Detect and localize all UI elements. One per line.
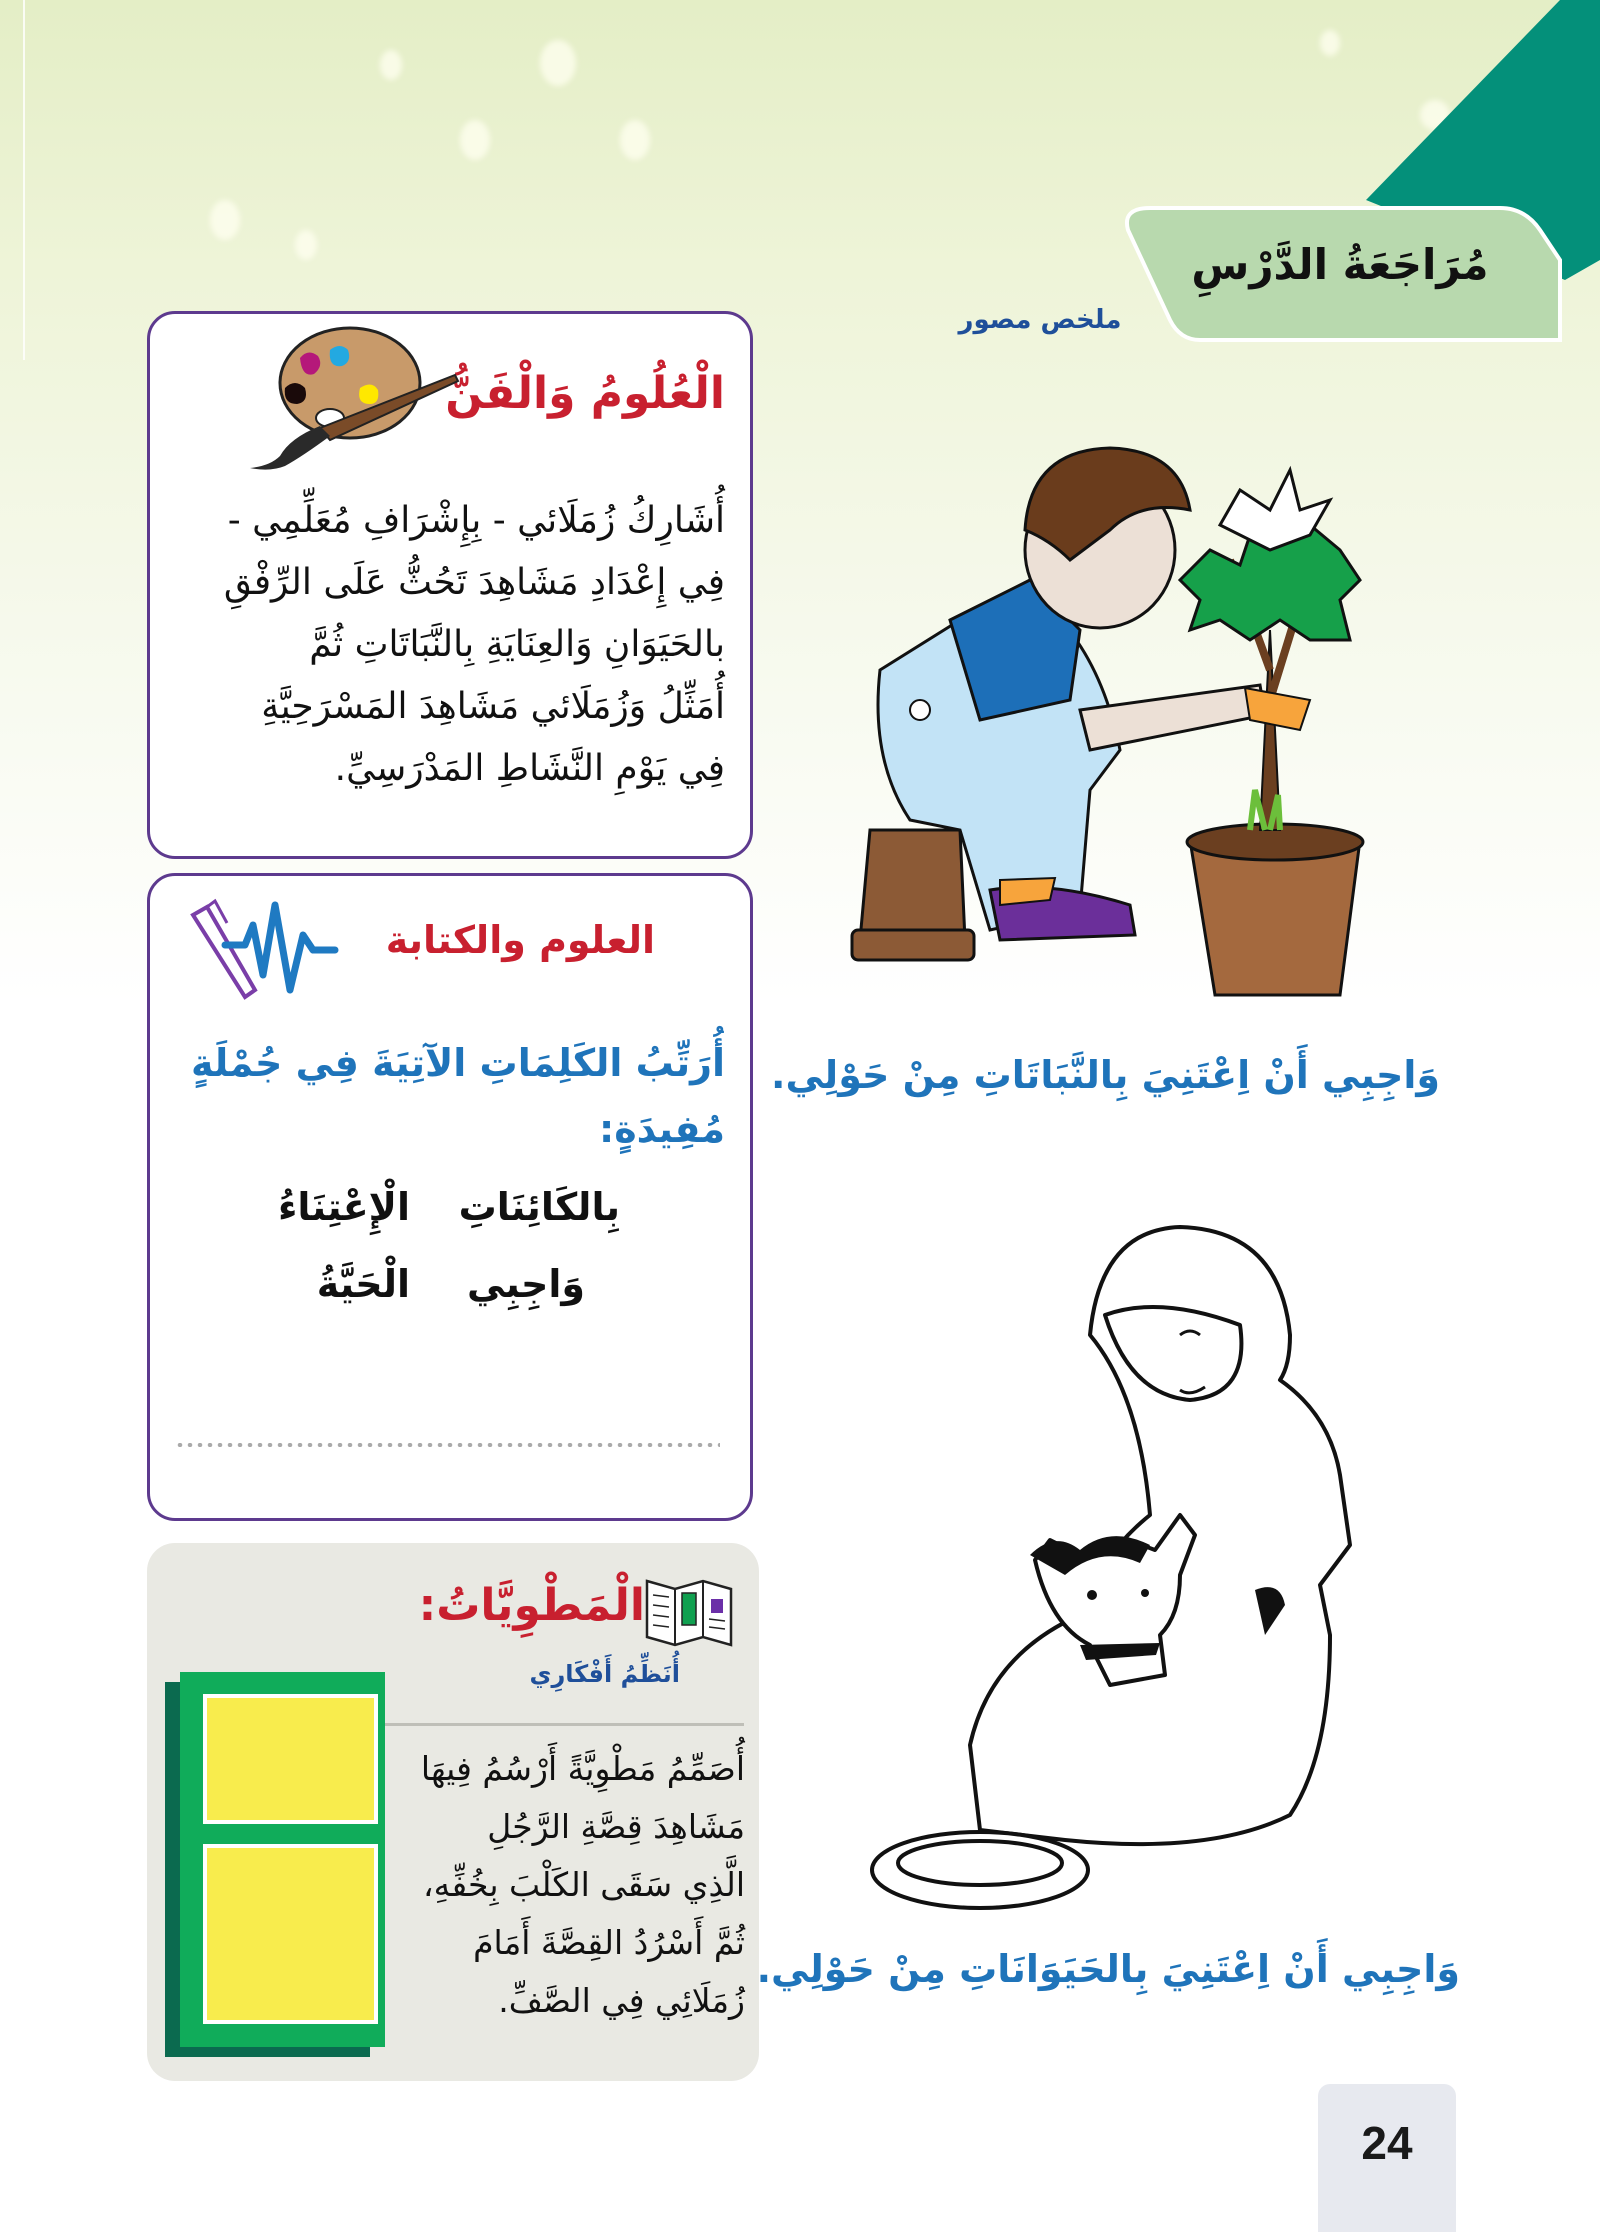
science-art-paragraph [180, 490, 725, 800]
word-item: بِالكَائِنَاتِ [458, 1185, 620, 1229]
girl-holding-cat-illustration [860, 1215, 1360, 1935]
paragraph-line: زُمَلَائِي فِي الصَّفِّ. [498, 1981, 745, 2020]
science-writing-title: العلوم والكتابة [385, 918, 655, 962]
paragraph-line: ثُمَّ أَسْرُدُ القِصَّةَ أَمَامَ [473, 1923, 745, 1962]
paragraph-line: الَّذِي سَقَى الكَلْبَ بِخُفِّهِ، [423, 1865, 745, 1904]
word-item: وَاجِبِي [467, 1262, 585, 1306]
page-title: مُرَاجَعَةُ الدَّرْسِ [1191, 240, 1489, 289]
foldables-paragraph [395, 1740, 745, 2030]
word-item: الْإِعْتِنَاءُ [278, 1185, 410, 1229]
paragraph-line: أُصَمِّمُ مَطْوِيَّةً أَرْسُمُ فِيهَا [420, 1749, 745, 1788]
paragraph-line: أُشَارِكُ زُمَلَائي - بِإِشْرَافِ مُعَلِّمِي - [227, 500, 725, 541]
science-art-title: الْعُلُومُ وَالْفَنُّ [445, 368, 725, 419]
paragraph-line: أُمَثِّلُ وَزُمَلَائي مَشَاهِدَ المَسْرَحِيَّةِ [261, 686, 725, 727]
foldable-diagram [160, 1670, 400, 2070]
paragraph-line: بالحَيَوَانِ وَالعِنَايَةِ بِالنَّبَاتَاتِ ثُمَّ [309, 624, 725, 665]
page-number-tab [1318, 2084, 1456, 2232]
pen-heartbeat-icon [185, 895, 345, 1005]
palette-icon [230, 318, 460, 478]
foldables-subtitle: أُنَظِّمُ أَفْكَارِي [529, 1660, 680, 1688]
divider [376, 1723, 744, 1726]
boy-caring-plant-illustration [850, 430, 1380, 1010]
plant-caption: وَاجِبِي أَنْ اِعْتَنِيَ بِالنَّبَاتَاتِ مِنْ حَوْلِي. [771, 1053, 1440, 1097]
paragraph-line: فِي يَوْمِ النَّشَاطِ المَدْرَسِيِّ. [334, 748, 725, 789]
foldable-brochure-icon [645, 1575, 735, 1650]
animal-caption: وَاجِبِي أَنْ اِعْتَنِيَ بِالحَيَوَانَاتِ مِنْ حَوْلِي. [756, 1947, 1460, 1991]
word-item: الْحَيَّةُ [316, 1262, 410, 1306]
paragraph-line: مَشَاهِدَ قِصَّةِ الرَّجُلِ [487, 1807, 745, 1846]
answer-dotted-line[interactable] [175, 1443, 720, 1447]
foldables-title: الْمَطْوِيَّاتُ: [418, 1580, 645, 1631]
science-writing-instruction [180, 1030, 725, 1162]
instruction-line: أُرَتِّبُ الكَلِمَاتِ الآتِيَةَ فِي جُمْلَةٍ [190, 1041, 725, 1085]
page-number: 24 [1361, 2117, 1413, 2169]
instruction-line: مُفِيدَةٍ: [599, 1107, 725, 1151]
paragraph-line: فِي إِعْدَادِ مَشَاهِدَ تَحُثُّ عَلَى الرِّفْقِ [223, 562, 725, 603]
page-subtitle: ملخص مصور [958, 305, 1122, 335]
